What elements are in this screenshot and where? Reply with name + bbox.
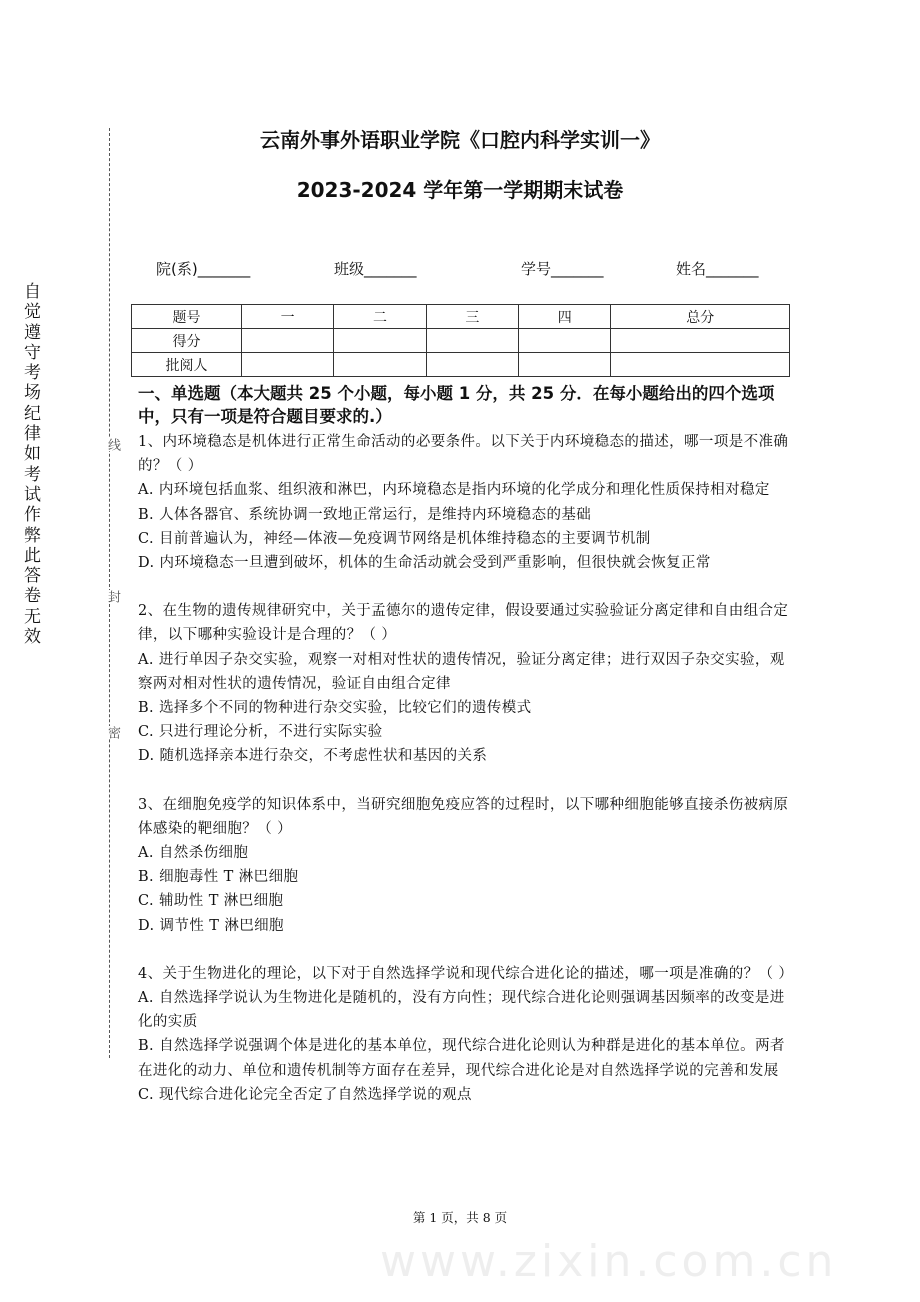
score-cell: 得分	[132, 329, 242, 353]
department-field: 院(系)_______	[156, 260, 251, 278]
score-cell: 题号	[132, 305, 242, 329]
answer-option: C. 只进行理论分析，不进行实际实验	[138, 724, 383, 741]
question	[138, 430, 794, 575]
score-cell: 三	[426, 305, 518, 329]
answer-option: C. 辅助性 T 淋巴细胞	[138, 893, 284, 910]
page-footer: 第 1 页，共 8 页	[412, 1210, 508, 1225]
question	[138, 793, 794, 938]
score-cell	[426, 329, 518, 353]
score-cell: 四	[519, 305, 611, 329]
score-cell	[242, 329, 334, 353]
answer-option: B. 细胞毒性 T 淋巴细胞	[138, 869, 299, 886]
question-stem: 3、在细胞免疫学的知识体系中，当研究细胞免疫应答的过程时，以下哪种细胞能够直接杀伤被病原体感染的靶细胞？（ ）	[138, 796, 789, 837]
answer-option: D. 调节性 T 淋巴细胞	[138, 917, 284, 934]
exam-notice: 自觉遵守考场纪律如考试作弊此答卷无效	[24, 282, 41, 648]
class-field: 班级_______	[334, 260, 417, 278]
answer-option: B. 人体各器官、系统协调一致地正常运行，是维持内环境稳态的基础	[138, 506, 592, 523]
question	[138, 599, 794, 768]
section-heading: 一、单选题（本大题共 25 个小题，每小题 1 分，共 25 分．在每小题给出的四个选项中，只有一项是符合题目要求的.）	[138, 384, 775, 426]
seal-mark-seal: 封	[105, 590, 120, 603]
question-stem: 2、在生物的遗传规律研究中，关于孟德尔的遗传定律，假设要通过实验验证分离定律和自由组合定律，以下哪种实验设计是合理的？（ ）	[138, 603, 789, 644]
score-cell	[611, 329, 790, 353]
score-cell	[334, 329, 426, 353]
score-cell	[334, 353, 426, 377]
score-row	[132, 353, 790, 377]
answer-option: C. 目前普遍认为，神经—体液—免疫调节网络是机体维持稳态的主要调节机制	[138, 530, 651, 547]
answer-option: D. 随机选择亲本进行杂交，不考虑性状和基因的关系	[138, 748, 488, 765]
question-stem: 4、关于生物进化的理论，以下对于自然选择学说和现代综合进化论的描述，哪一项是准确的？（ ）	[138, 965, 794, 982]
score-cell: 总分	[611, 305, 790, 329]
score-cell	[519, 353, 611, 377]
answer-option: B. 选择多个不同的物种进行杂交实验，比较它们的遗传模式	[138, 700, 532, 717]
score-row	[132, 305, 790, 329]
answer-option: B. 自然选择学说强调个体是进化的基本单位，现代综合进化论则认为种群是进化的基本单位。两者在进化的动力、单位和遗传机制等方面存在差异，现代综合进化论是对自然选择学说的完善和发展	[138, 1038, 785, 1079]
score-row	[132, 329, 790, 353]
score-cell: 批阅人	[132, 353, 242, 377]
score-cell: 二	[334, 305, 426, 329]
answer-option: C. 现代综合进化论完全否定了自然选择学说的观点	[138, 1086, 472, 1103]
answer-option: A. 自然选择学说认为生物进化是随机的，没有方向性；现代综合进化论则强调基因频率的改变是进化的实质	[138, 990, 785, 1031]
question	[138, 962, 794, 1107]
answer-option: D. 内环境稳态一旦遭到破坏，机体的生命活动就会受到严重影响，但很快就会恢复正常	[138, 555, 711, 572]
score-cell	[611, 353, 790, 377]
score-cell	[242, 353, 334, 377]
answer-option: A. 进行单因子杂交实验，观察一对相对性状的遗传情况，验证分离定律；进行双因子杂交实验，观察两对相对性状的遗传情况，验证自由组合定律	[138, 651, 785, 692]
score-cell: 一	[242, 305, 334, 329]
score-cell	[426, 353, 518, 377]
exam-subtitle: 2023-2024 学年第一学期期末试卷	[296, 178, 624, 202]
answer-option: A. 自然杀伤细胞	[138, 845, 249, 862]
watermark: www.zixin.com.cn	[380, 1236, 838, 1287]
exam-title: 云南外事外语职业学院《口腔内科学实训一》	[260, 128, 660, 152]
score-cell	[519, 329, 611, 353]
seal-mark-line: 线	[105, 438, 120, 451]
question-stem: 1、内环境稳态是机体进行正常生命活动的必要条件。以下关于内环境稳态的描述，哪一项是不准确的？（ ）	[138, 434, 789, 475]
name-field: 姓名_______	[676, 260, 759, 278]
answer-option: A. 内环境包括血浆、组织液和淋巴，内环境稳态是指内环境的化学成分和理化性质保持相对稳定	[138, 482, 770, 499]
question-list	[138, 430, 794, 1131]
student-id-field: 学号_______	[521, 260, 604, 278]
score-table	[131, 304, 790, 377]
seal-mark-secret: 密	[105, 726, 120, 739]
